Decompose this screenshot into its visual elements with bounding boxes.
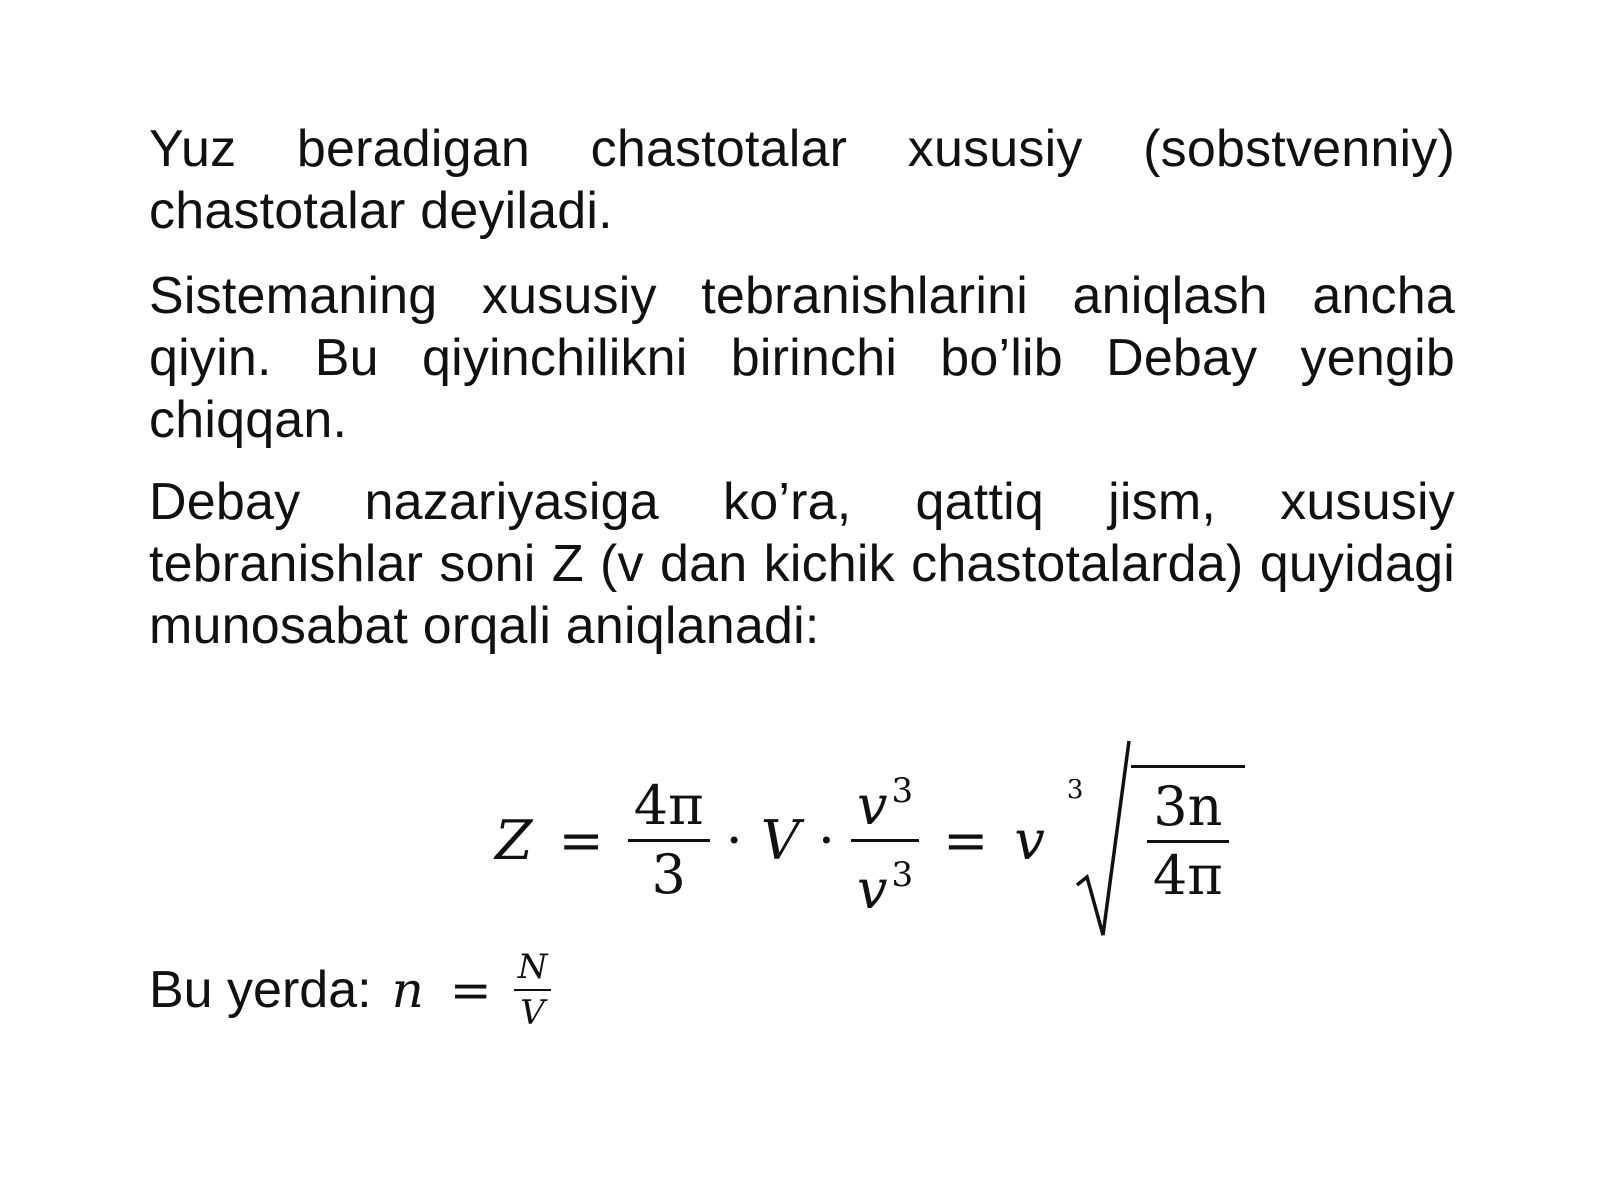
fraction-numerator — [1147, 774, 1228, 840]
definition-label: Bu yerda: — [149, 961, 372, 1019]
fraction-N-over-V — [514, 945, 552, 1035]
root-index: 3 — [1066, 775, 1084, 805]
formula-cdot: · — [725, 808, 743, 872]
fraction-numerator: 4π — [633, 773, 704, 837]
formula-equals: = — [943, 808, 989, 872]
fraction-v3-over-v3 — [851, 758, 919, 923]
definition-variable: n — [391, 961, 424, 1019]
fraction-denominator: V — [520, 993, 545, 1033]
formula-rhs-variable: v — [1014, 808, 1045, 872]
fraction-denominator: 4π — [1152, 844, 1223, 907]
denominator-base: v — [856, 857, 888, 921]
root-radicand — [1131, 765, 1245, 909]
formula-cdot: · — [817, 808, 835, 872]
fraction-3n-over-4pi — [1147, 774, 1229, 909]
fraction-numerator: N — [517, 947, 548, 987]
paragraph-debye-theory: Debay nazariyasiga ko’ra, qattiq jism, xususiy tebranishlar soni Z (v dan kichik chastotalarda) quyidagi munosabat orqali aniqlanadi: — [149, 473, 1455, 655]
fraction-denominator — [851, 842, 919, 923]
fraction-4pi-over-3 — [628, 773, 710, 908]
paragraph-eigenfrequencies: Yuz beradigan chastotalar xususiy (sobstvenniy) chastotalar deyiladi. — [149, 120, 1455, 240]
paragraph-debye-intro: Sistemaning xususiy tebranishlarini aniqlash ancha qiyin. Bu qiyinchilikni birinchi bo’lib Debay yengib chiqqan. — [149, 267, 1455, 449]
formula-equals: = — [558, 808, 604, 872]
numerator-base: v — [856, 773, 888, 837]
definition-formula — [382, 945, 552, 1035]
cube-root — [1066, 735, 1245, 945]
debye-formula — [485, 730, 1245, 950]
numerator-exponent: 3 — [891, 770, 914, 811]
fraction-denominator: 3 — [651, 842, 686, 906]
formula-lhs: Z — [495, 808, 533, 872]
fraction-numerator — [851, 758, 919, 839]
denominator-exponent: 3 — [891, 854, 914, 895]
definition-equals: = — [449, 961, 492, 1019]
radical-sign-icon — [1073, 735, 1131, 945]
formula-volume: V — [760, 808, 800, 872]
radicand-numerator-text: 3n — [1153, 775, 1223, 838]
definition-line — [149, 935, 551, 1045]
